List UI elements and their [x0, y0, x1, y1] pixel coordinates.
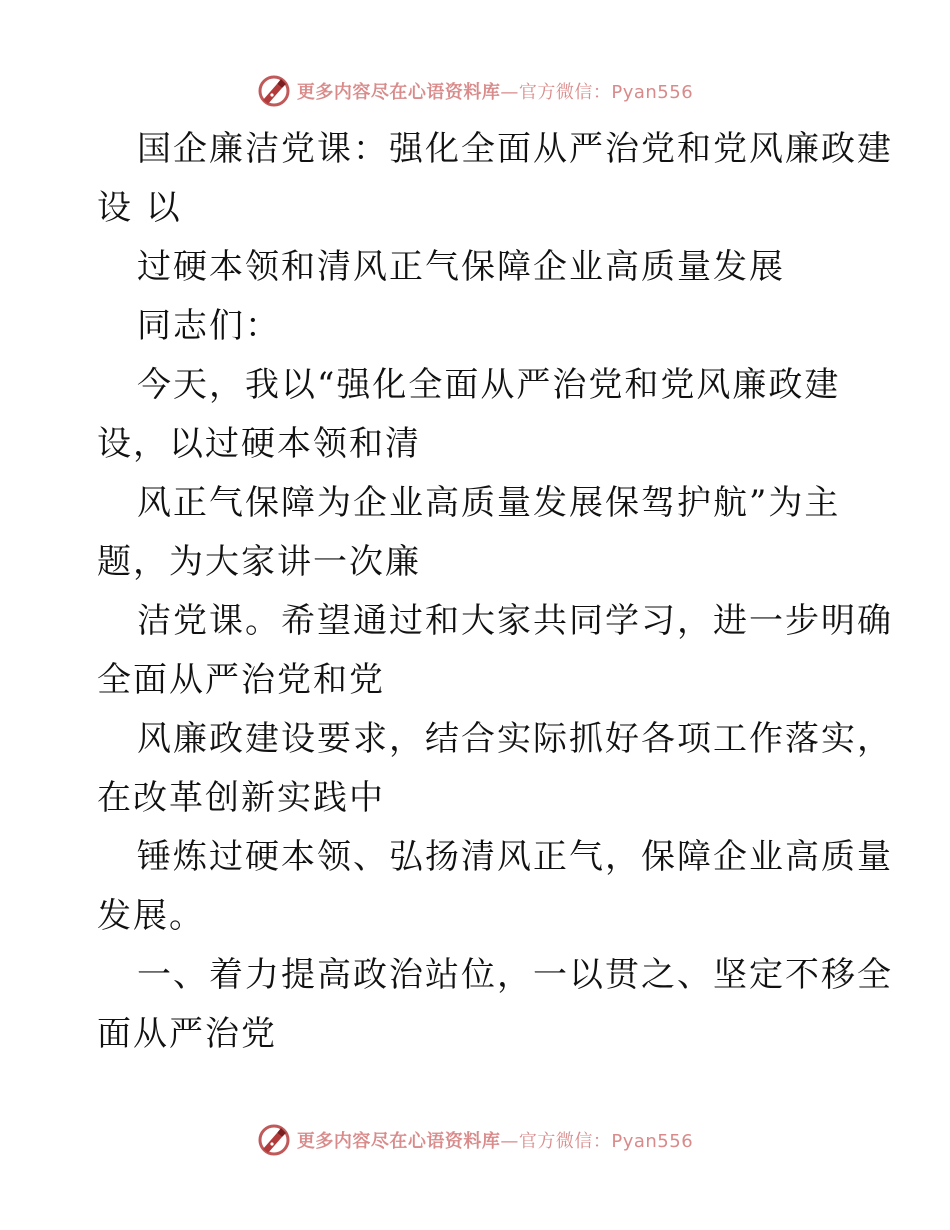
footer-watermark — [0, 1120, 950, 1160]
watermark-separator: — — [500, 1131, 519, 1152]
document-body — [97, 120, 893, 1064]
document-line: 洁党课。希望通过和大家共同学习，进一步明确 — [137, 601, 893, 641]
document-line: 发展。 — [97, 896, 205, 936]
document-line: 在改革创新实践中 — [97, 778, 385, 818]
document-line: 面从严治党 — [97, 1014, 277, 1054]
document-line: 过硬本领和清风正气保障企业高质量发展 — [137, 247, 785, 287]
watermark-wechat-id: Pyan556 — [611, 1131, 694, 1152]
document-line: 设 以 — [97, 188, 182, 228]
document-line: 国企廉洁党课：强化全面从严治党和党风廉政建 — [137, 129, 893, 169]
document-line: 风廉政建设要求，结合实际抓好各项工作落实， — [137, 719, 893, 759]
watermark-text — [297, 78, 693, 104]
document-line: 全面从严治党和党 — [97, 660, 385, 700]
watermark-separator: — — [500, 82, 519, 103]
document-line: 同志们： — [137, 306, 281, 346]
watermark-text — [297, 1127, 693, 1153]
document-line: 风正气保障为企业高质量发展保驾护航”为主 — [137, 483, 841, 523]
pen-nib-logo-icon — [257, 1123, 291, 1157]
header-watermark — [0, 71, 950, 111]
document-line: 一、着力提高政治站位，一以贯之、坚定不移全 — [137, 955, 893, 995]
document-line: 今天，我以“强化全面从严治党和党风廉政建 — [137, 365, 841, 405]
watermark-main-text: 更多内容尽在心语资料库 — [296, 1131, 501, 1152]
watermark-wechat-label: 官方微信： — [518, 82, 612, 103]
document-line: 题，为大家讲一次廉 — [97, 542, 421, 582]
document-line: 锤炼过硬本领、弘扬清风正气，保障企业高质量 — [137, 837, 893, 877]
document-line: 设，以过硬本领和清 — [97, 424, 421, 464]
watermark-wechat-id: Pyan556 — [611, 82, 694, 103]
watermark-wechat-label: 官方微信： — [518, 1131, 612, 1152]
pen-nib-logo-icon — [257, 74, 291, 108]
watermark-main-text: 更多内容尽在心语资料库 — [296, 82, 501, 103]
